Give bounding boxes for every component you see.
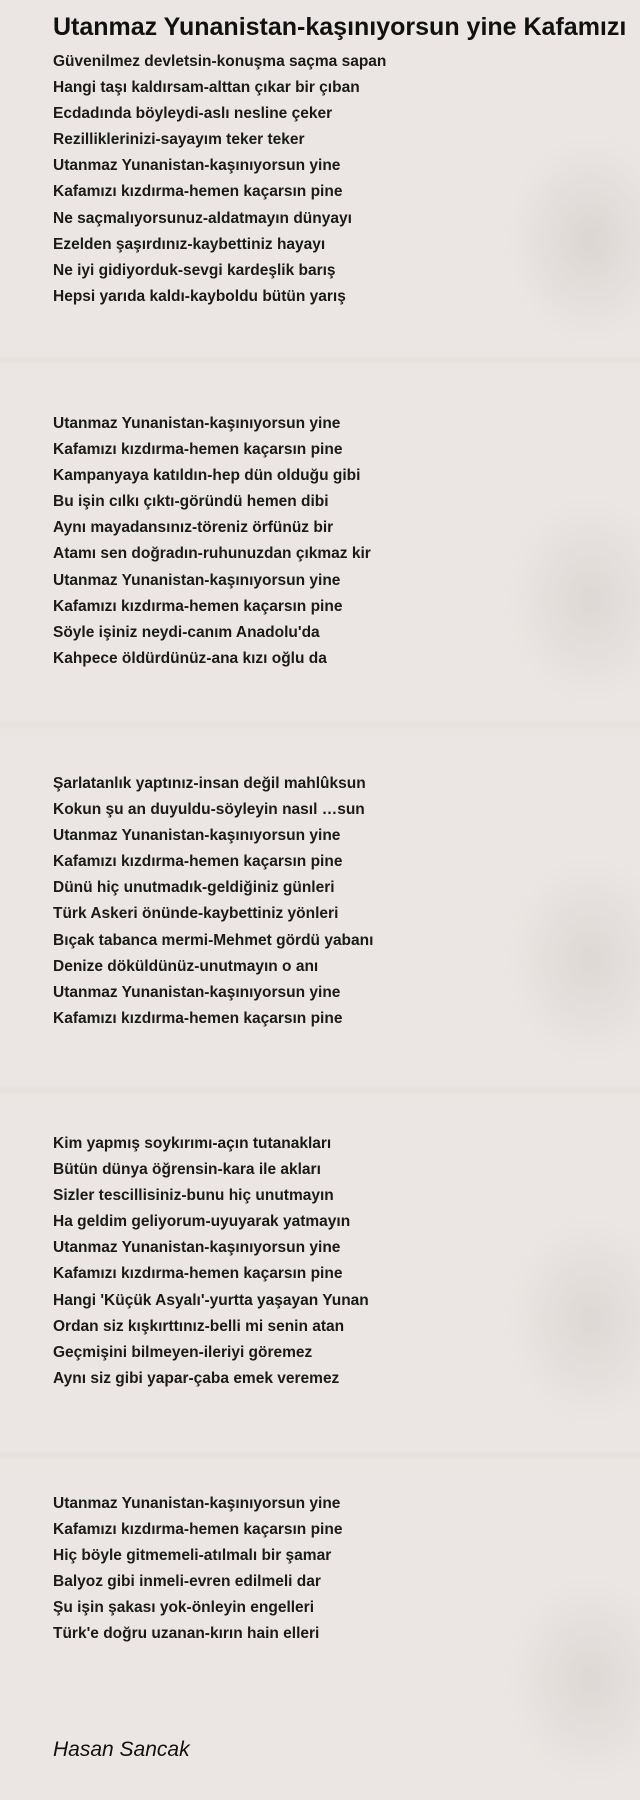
poem-line: Dünü hiç unutmadık-geldiğiniz günleri (53, 879, 335, 897)
poem-line: Kampanyaya katıldın-hep dün olduğu gibi (53, 467, 361, 485)
stanza-1 (53, 49, 386, 310)
poem-line: Ecdadında böyleydi-aslı nesline çeker (53, 105, 333, 123)
poem-line: Hangi 'Küçük Asyalı'-yurtta yaşayan Yunan (53, 1291, 369, 1309)
poem-line: Denize döküldünüz-unutmayın o anı (53, 957, 319, 975)
poem-line: Hiç böyle gitmemeli-atılmalı bir şamar (53, 1547, 332, 1565)
poem-line: Aynı siz gibi yapar-çaba emek veremez (53, 1369, 340, 1387)
poem-line: Ha geldim geliyorum-uyuyarak yatmayın (53, 1213, 351, 1231)
poem-line: Güvenilmez devletsin-konuşma saçma sapan (53, 53, 387, 70)
poem-line: Atamı sen doğradın-ruhunuzdan çıkmaz kir (53, 545, 371, 563)
poem-line: Utanmaz Yunanistan-kaşınıyorsun yine (53, 827, 341, 845)
poem-line: Kahpece öldürdünüz-ana kızı oğlu da (53, 649, 327, 667)
poem-line: Utanmaz Yunanistan-kaşınıyorsun yine (53, 983, 341, 1001)
poem-line: Ezelden şaşırdınız-kaybettiniz hayayı (53, 235, 326, 253)
poem-line: Ne saçmalıyorsunuz-aldatmayın dünyayı (53, 209, 352, 227)
poem-line: Şu işin şakası yok-önleyin engelleri (53, 1599, 315, 1617)
stanza-2 (53, 411, 371, 672)
poem-line: Hangi taşı kaldırsam-alttan çıkar bir çıban (53, 79, 360, 97)
poem-line: Kafamızı kızdırma-hemen kaçarsın pine (53, 853, 343, 871)
stanza-3 (53, 771, 373, 1032)
poem-line: Kafamızı kızdırma-hemen kaçarsın pine (53, 183, 343, 201)
poem-author[interactable]: Hasan Sancak (53, 1738, 190, 1761)
poem-line: Balyoz gibi inmeli-evren edilmeli dar (53, 1573, 321, 1591)
poem-line: Utanmaz Yunanistan-kaşınıyorsun yine (53, 571, 341, 589)
poem-line: Türk Askeri önünde-kaybettiniz yönleri (53, 905, 339, 923)
poem-line: Ne iyi gidiyorduk-sevgi kardeşlik barış (53, 261, 336, 279)
poem-line: Geçmişini bilmeyen-ileriyi göremez (53, 1343, 313, 1361)
poem-line: Türk'e doğru uzanan-kırın hain elleri (53, 1625, 320, 1643)
poem-line: Bıçak tabanca mermi-Mehmet gördü yabanı (53, 931, 374, 949)
poem-line: Şarlatanlık yaptınız-insan değil mahlûksun (53, 775, 366, 792)
poem-line: Kokun şu an duyuldu-söyleyin nasıl …sun (53, 801, 365, 819)
poem-line: Kafamızı kızdırma-hemen kaçarsın pine (53, 1521, 343, 1539)
poem-line: Bu işin cılkı çıktı-göründü hemen dibi (53, 493, 329, 511)
poem-line: Utanmaz Yunanistan-kaşınıyorsun yine (53, 157, 341, 175)
poem-title: Utanmaz Yunanistan-kaşınıyorsun yine Kafamızı (53, 13, 627, 41)
poem-line: Kafamızı kızdırma-hemen kaçarsın pine (53, 1009, 343, 1027)
poem-line: Aynı mayadansınız-töreniz örfünüz bir (53, 519, 334, 537)
poem-line: Söyle işiniz neydi-canım Anadolu'da (53, 623, 320, 641)
poem-line: Hepsi yarıda kaldı-kayboldu bütün yarış (53, 287, 346, 305)
poem-line: Ordan siz kışkırttınız-belli mi senin atan (53, 1317, 345, 1335)
poem-line: Kafamızı kızdırma-hemen kaçarsın pine (53, 597, 343, 615)
poem-line: Utanmaz Yunanistan-kaşınıyorsun yine (53, 415, 341, 432)
poem-line: Kafamızı kızdırma-hemen kaçarsın pine (53, 1265, 343, 1283)
poem-line: Rezilliklerinizi-sayayım teker teker (53, 131, 305, 149)
poem-line: Bütün dünya öğrensin-kara ile akları (53, 1161, 321, 1179)
poem-line: Kim yapmış soykırımı-açın tutanakları (53, 1135, 332, 1152)
poem-line: Kafamızı kızdırma-hemen kaçarsın pine (53, 441, 343, 459)
poem-line: Utanmaz Yunanistan-kaşınıyorsun yine (53, 1239, 341, 1257)
poem-line: Sizler tescillisiniz-bunu hiç unutmayın (53, 1187, 334, 1205)
stanza-5 (53, 1491, 342, 1648)
poem-line: Utanmaz Yunanistan-kaşınıyorsun yine (53, 1495, 341, 1512)
stanza-4 (53, 1131, 369, 1392)
